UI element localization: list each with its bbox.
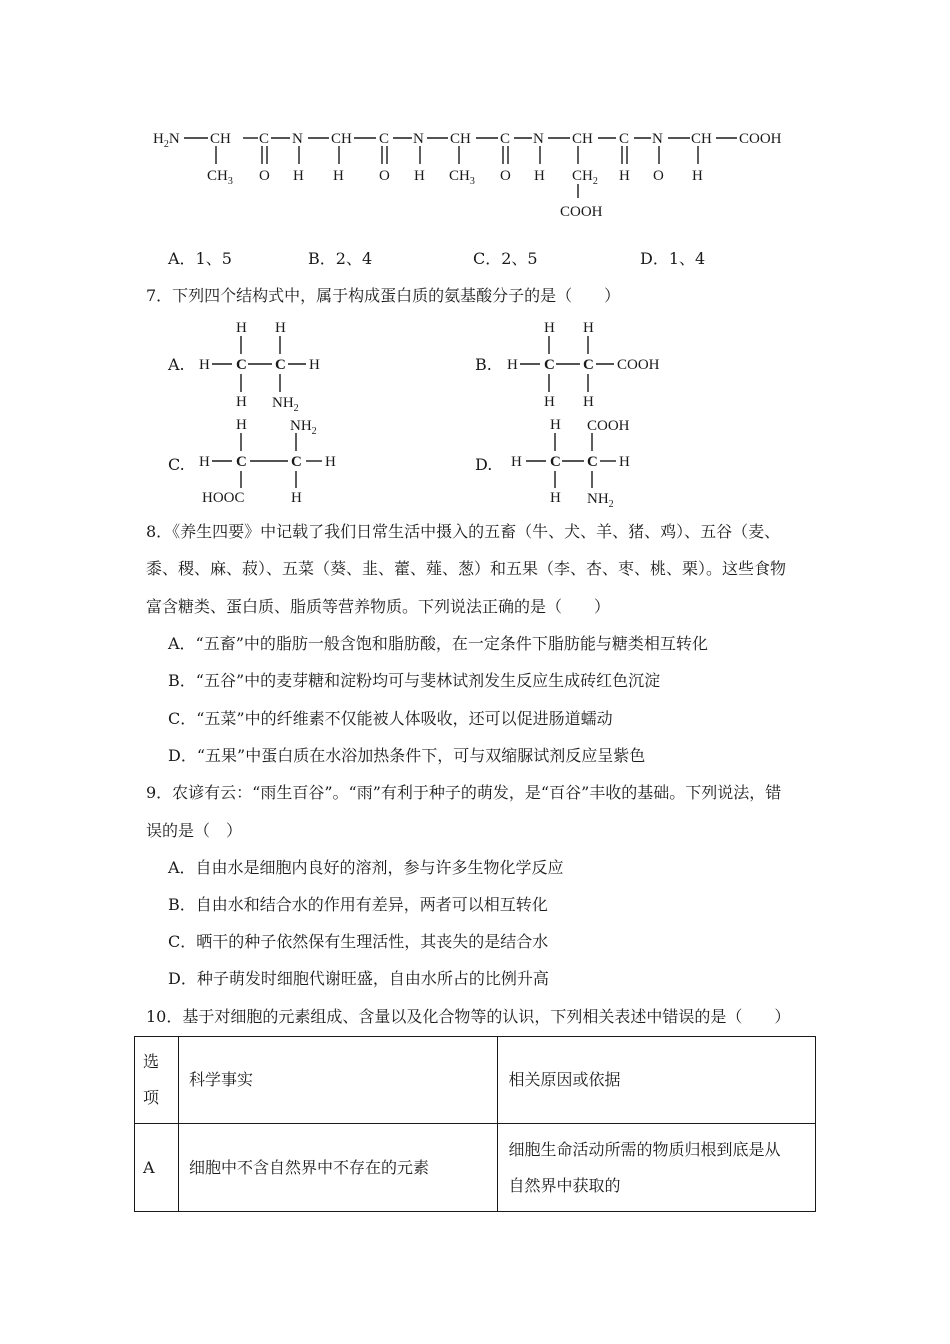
peptide-atom: C — [500, 131, 511, 147]
peptide-atom: H — [293, 168, 304, 184]
atom: H — [199, 454, 210, 470]
atom: H — [550, 417, 561, 433]
atom: H — [236, 417, 247, 433]
peptide-atom: H — [333, 168, 344, 184]
q6-option-c[interactable]: C．2、5 — [473, 249, 538, 268]
atom: H — [236, 394, 247, 410]
q8-stem-line: 黍、稷、麻、菽）、五菜（葵、韭、藿、薤、葱）和五果（李、杏、枣、桃、栗）。这些食物 — [146, 559, 787, 578]
peptide-atom: $CH_3$ — [449, 168, 475, 187]
atom: H — [550, 490, 561, 506]
q8-stem-line: 富含糖类、蛋白质、脂质等营养物质。下列说法正确的是（ ） — [146, 597, 611, 616]
peptide-atom: CH — [210, 131, 231, 147]
table-row — [135, 1124, 816, 1212]
atom: C — [544, 357, 555, 373]
q8-stem-line: 8．《养生四要》中记载了我们日常生活中摄入的五畜（牛、犬、羊、猪、鸡）、五谷（麦、 — [146, 522, 781, 541]
q7-stem: 7．下列四个结构式中，属于构成蛋白质的氨基酸分子的是（ ） — [146, 286, 621, 305]
peptide-atom: H — [414, 168, 425, 184]
atom: C — [275, 357, 286, 373]
peptide-atom: C — [379, 131, 390, 147]
atom: H — [544, 394, 555, 410]
peptide-atom: $CH_2$ — [572, 168, 598, 187]
q7-option-d-label[interactable]: D. — [475, 455, 493, 474]
atom: COOH — [587, 418, 630, 434]
header-option-char: 选 — [143, 1052, 160, 1071]
peptide-atom: N — [292, 131, 303, 147]
atom: H — [583, 394, 594, 410]
header-option-char: 项 — [143, 1088, 160, 1107]
peptide-atom: H — [534, 168, 545, 184]
q6-option-d[interactable]: D．1、4 — [640, 249, 706, 268]
atom: C — [236, 454, 247, 470]
q7-structure-c[interactable] — [196, 414, 356, 510]
q9-option-a[interactable]: A．自由水是细胞内良好的溶剂，参与许多生物化学反应 — [168, 858, 564, 877]
peptide-atom: $H_2N$ — [153, 131, 180, 150]
q8-option-c[interactable]: C．“五菜”中的纤维素不仅能被人体吸收，还可以促进肠道蠕动 — [168, 709, 613, 728]
atom: H — [275, 320, 286, 336]
atom: H — [507, 357, 518, 373]
peptide-atom: N — [533, 131, 544, 147]
atom: $NH_2$ — [272, 395, 299, 412]
q6-option-a[interactable]: A．1、5 — [168, 249, 232, 268]
q10-stem: 10．基于对细胞的元素组成、含量以及化合物等的认识，下列相关表述中错误的是（ ） — [146, 1007, 791, 1026]
peptide-atom: O — [259, 168, 270, 184]
row-reason-line: 细胞生命活动所需的物质归根到底是从 — [508, 1139, 781, 1159]
row-fact: 细胞中不含自然界中不存在的元素 — [178, 1124, 498, 1212]
q9-option-b[interactable]: B．自由水和结合水的作用有差异，两者可以相互转化 — [168, 895, 548, 914]
atom: H — [619, 454, 630, 470]
atom: COOH — [617, 357, 660, 373]
header-fact: 科学事实 — [178, 1037, 498, 1124]
row-reason — [498, 1124, 816, 1212]
peptide-atom: COOH — [739, 131, 782, 147]
atom: H — [511, 454, 522, 470]
atom: C — [587, 454, 598, 470]
atom: H — [325, 454, 336, 470]
atom: C — [583, 357, 594, 373]
q7-option-a-label[interactable]: A. — [168, 355, 185, 374]
atom: $NH_2$ — [587, 491, 614, 510]
peptide-atom: O — [500, 168, 511, 184]
q9-option-c[interactable]: C．晒干的种子依然保有生理活性，其丧失的是结合水 — [168, 932, 549, 951]
peptide-atom: O — [653, 168, 664, 184]
atom: HOOC — [202, 490, 245, 506]
peptide-atom: CH — [331, 131, 352, 147]
header-reason: 相关原因或依据 — [498, 1037, 816, 1124]
peptide-atom: H — [619, 168, 630, 184]
peptide-atom: C — [619, 131, 630, 147]
q7-structure-a[interactable] — [196, 316, 336, 412]
atom: C — [291, 454, 302, 470]
q8-option-d[interactable]: D．“五果”中蛋白质在水浴加热条件下，可与双缩脲试剂反应呈紫色 — [168, 746, 646, 765]
peptide-atom: COOH — [560, 204, 603, 220]
atom: H — [199, 357, 210, 373]
atom: H — [309, 357, 320, 373]
atom: C — [550, 454, 561, 470]
q9-option-d[interactable]: D．种子萌发时细胞代谢旺盛，自由水所占的比例升高 — [168, 969, 549, 988]
atom: H — [583, 320, 594, 336]
atom: H — [544, 320, 555, 336]
peptide-atom: H — [692, 168, 703, 184]
atom: H — [236, 320, 247, 336]
row-option: A — [135, 1124, 179, 1212]
atom: H — [291, 490, 302, 506]
q9-stem-line: 9．农谚有云：“雨生百谷”。“雨”有利于种子的萌发，是“百谷”丰收的基础。下列说法，错 — [146, 783, 782, 802]
q7-option-c-label[interactable]: C. — [168, 455, 185, 474]
peptide-atom: N — [652, 131, 663, 147]
q10-table — [134, 1036, 816, 1212]
q6-option-b[interactable]: B．2、4 — [308, 249, 373, 268]
q9-stem-line: 误的是（ ） — [146, 821, 243, 840]
header-option-cell — [135, 1037, 179, 1124]
table-header-row — [135, 1037, 816, 1124]
peptide-atoms — [153, 131, 782, 220]
q7-structure-d[interactable] — [504, 414, 654, 510]
q8-option-b[interactable]: B．“五谷”中的麦芽糖和淀粉均可与斐林试剂发生反应生成砖红色沉淀 — [168, 671, 661, 690]
q8-option-a[interactable]: A．“五畜”中的脂肪一般含饱和脂肪酸，在一定条件下脂肪能与糖类相互转化 — [168, 634, 708, 653]
atom: C — [236, 357, 247, 373]
peptide-atom: CH — [691, 131, 712, 147]
peptide-atom: $CH_3$ — [207, 168, 233, 187]
row-reason-line: 自然界中获取的 — [508, 1175, 621, 1195]
q7-option-b-label[interactable]: B. — [475, 355, 492, 374]
peptide-atom: N — [413, 131, 424, 147]
peptide-atom: C — [259, 131, 270, 147]
atom: $NH_2$ — [290, 418, 317, 437]
q7-structure-b[interactable] — [504, 316, 674, 412]
peptide-structure — [140, 120, 810, 230]
peptide-atom: CH — [572, 131, 593, 147]
peptide-atom: CH — [450, 131, 471, 147]
peptide-atom: O — [379, 168, 390, 184]
